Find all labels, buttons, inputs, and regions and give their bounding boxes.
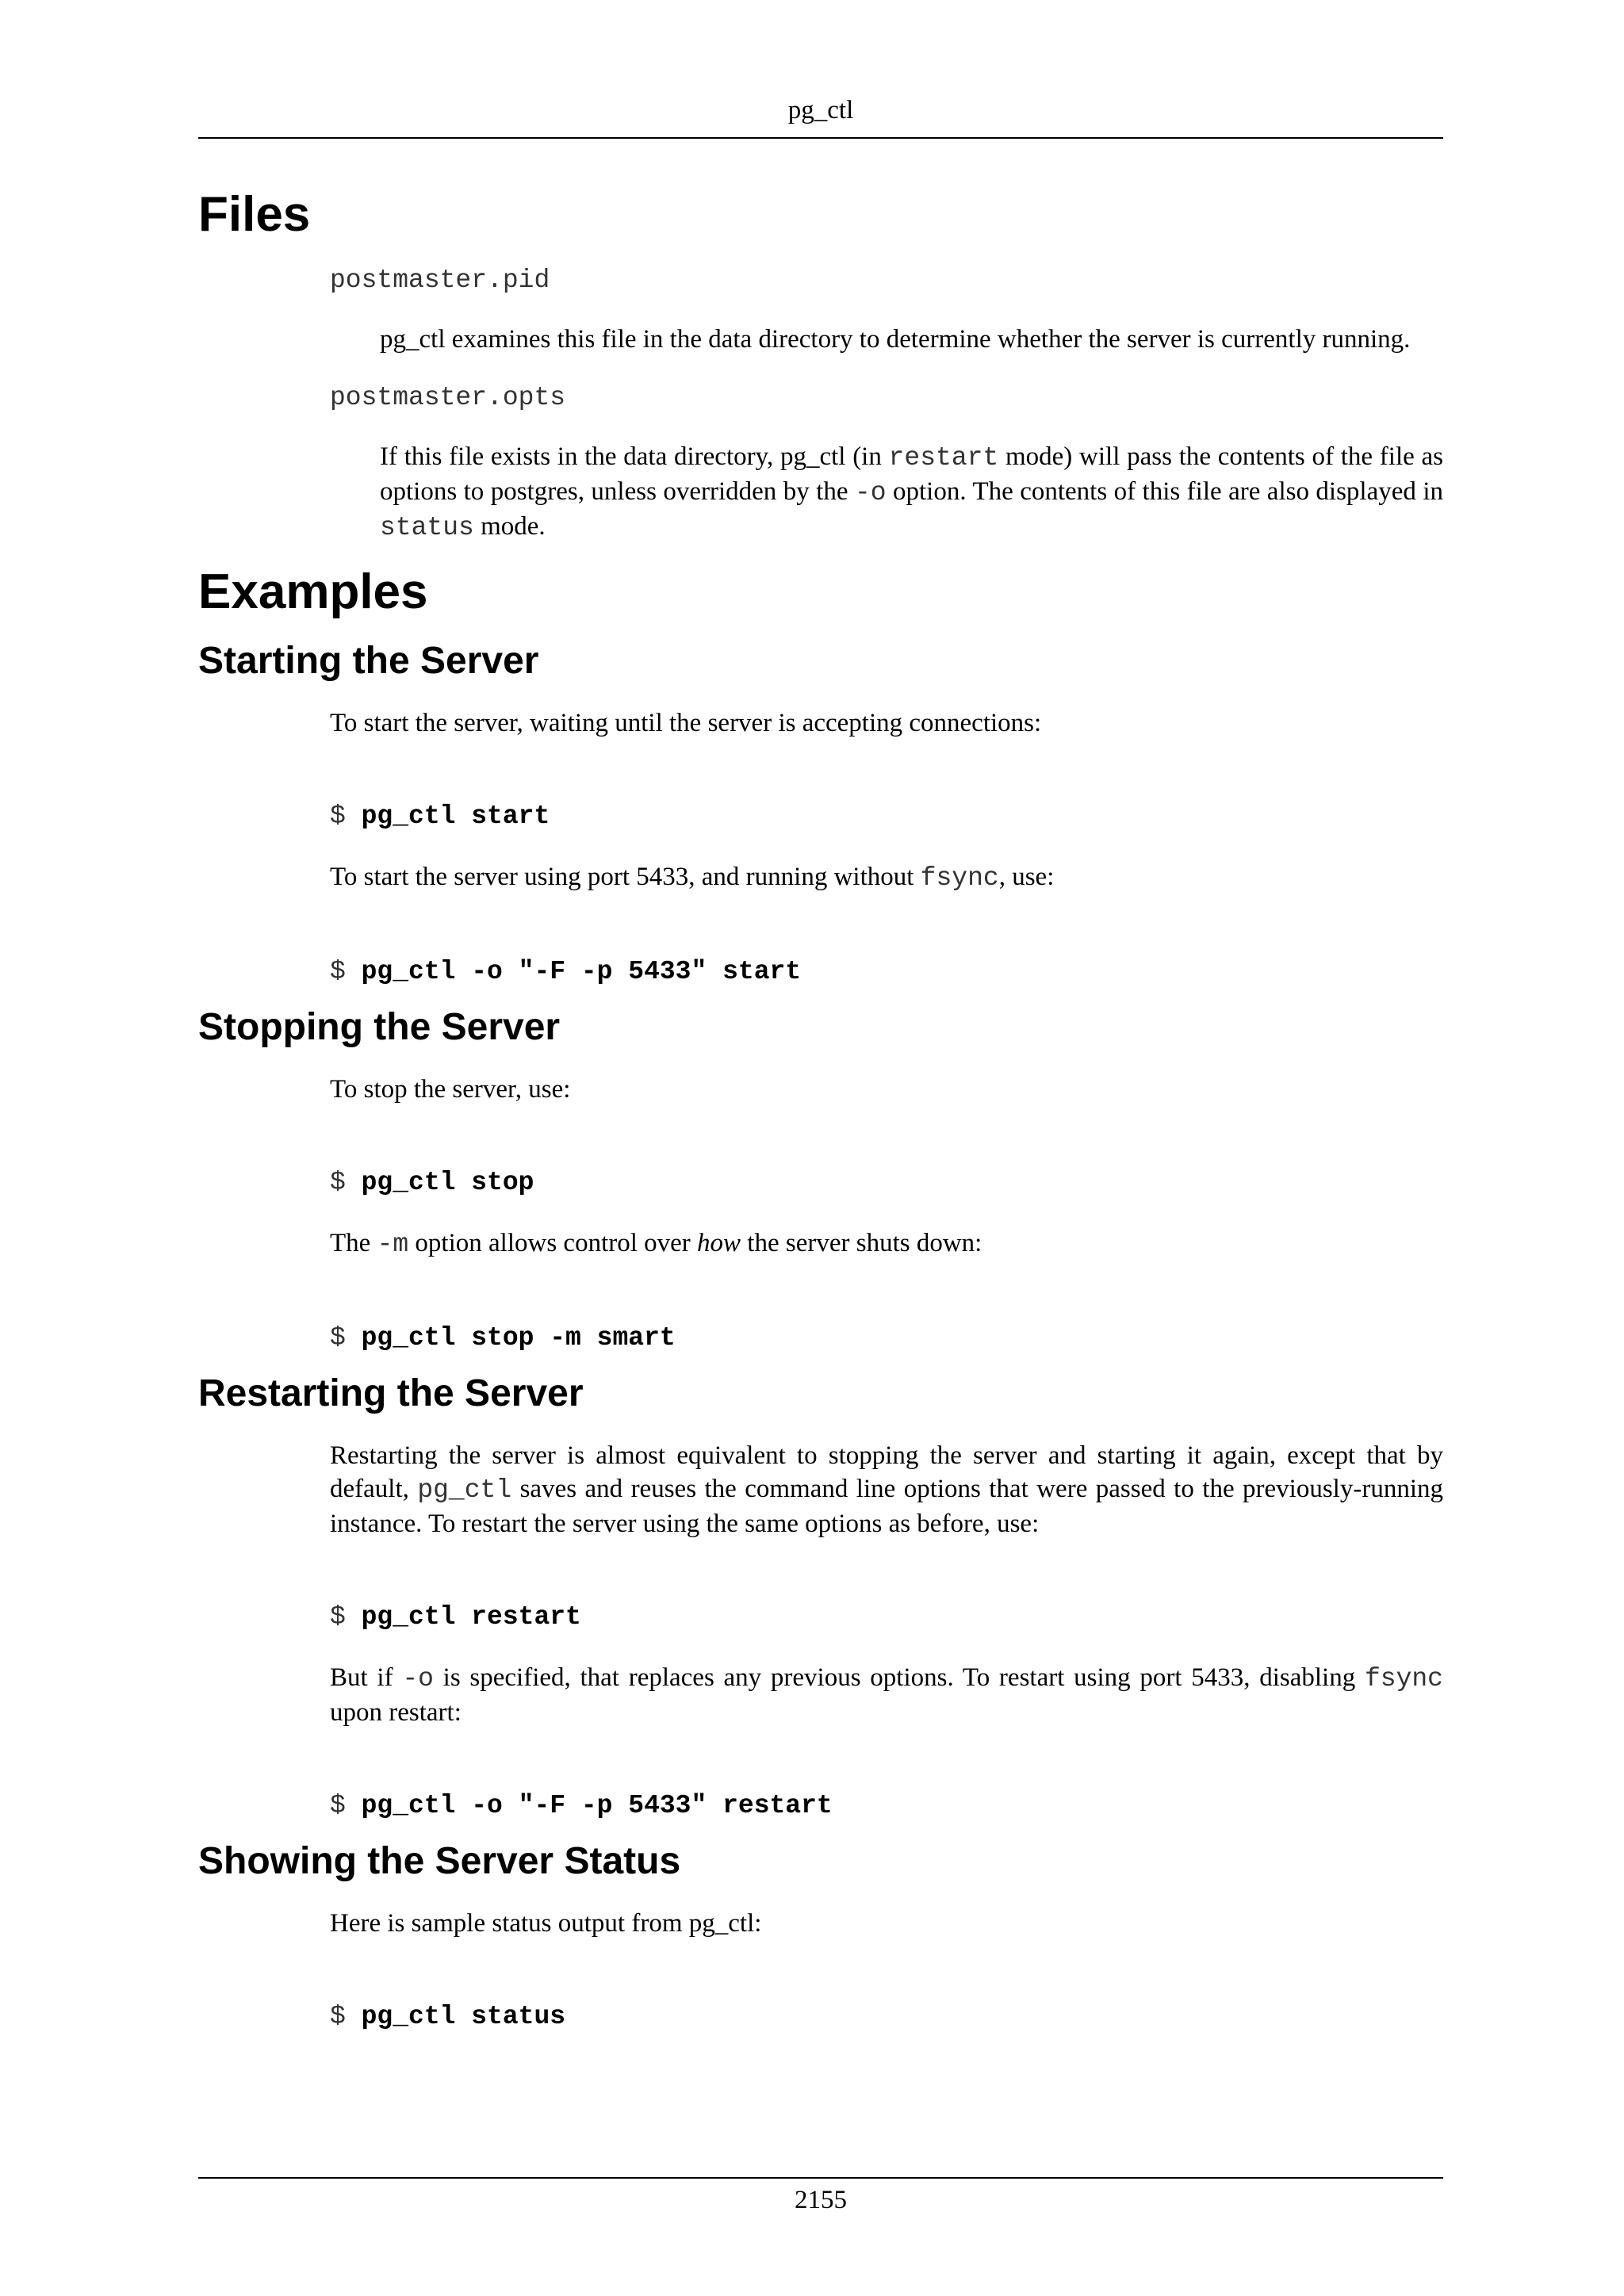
command-restart: $ pg_ctl restart — [330, 1602, 581, 1632]
starting-port-text: To start the server using port 5433, and running without fsync, use: — [330, 863, 1055, 893]
stopping-intro: To stop the server, use: — [330, 1075, 571, 1104]
code-fsync-2: fsync — [1364, 1664, 1443, 1693]
command-stop: $ pg_ctl stop — [330, 1168, 534, 1197]
file-term-postmaster-pid: postmaster.pid — [330, 266, 550, 295]
file-desc-postmaster-opts: If this file exists in the data directory, pg_ctl (in restart mode) will pass the contents of the file as options to postgres, unless overridden by the -o option. The contents of this file are also displayed in status mode. — [380, 442, 1444, 542]
code-option-o: -o — [854, 478, 887, 507]
running-header: pg_ctl — [787, 96, 854, 124]
command-status: $ pg_ctl status — [330, 2002, 566, 2031]
heading-server-status: Showing the Server Status — [198, 1840, 681, 1882]
code-fsync: fsync — [920, 863, 999, 893]
starting-intro: To start the server, waiting until the server is accepting connections: — [330, 709, 1042, 737]
command-stop-smart: $ pg_ctl stop -m smart — [330, 1323, 676, 1353]
code-option-o-2: -o — [402, 1664, 434, 1693]
restarting-options-text: But if -o is specified, that replaces any previous options. To restart using port 5433, disabling fsync upon restart: — [330, 1663, 1443, 1727]
footer-rule — [198, 2177, 1443, 2179]
page-content — [198, 186, 1443, 2034]
heading-examples: Examples — [198, 564, 428, 619]
code-restart: restart — [888, 443, 999, 473]
header-rule — [198, 137, 1443, 139]
heading-stopping-server: Stopping the Server — [198, 1006, 561, 1048]
command-start: $ pg_ctl start — [330, 802, 550, 831]
code-option-m: -m — [377, 1230, 409, 1259]
stopping-mode-text: The -m option allows control over how the server shuts down: — [330, 1229, 982, 1259]
heading-files: Files — [198, 187, 311, 242]
code-status: status — [380, 513, 474, 542]
restarting-intro: Restarting the server is almost equivalent to stopping the server and starting it again, except that by default, pg_ctl saves and reuses the command line options that were passed to the previously-running instance. To restart the server using the same options as before, use: — [330, 1441, 1443, 1538]
heading-starting-server: Starting the Server — [198, 640, 539, 682]
status-intro: Here is sample status output from pg_ctl: — [330, 1909, 762, 1938]
command-restart-port: $ pg_ctl -o "-F -p 5433" restart — [330, 1791, 833, 1820]
command-start-port: $ pg_ctl -o "-F -p 5433" start — [330, 957, 802, 986]
file-term-postmaster-opts: postmaster.opts — [330, 383, 566, 412]
code-pg-ctl: pg_ctl — [417, 1475, 512, 1505]
page-number: 2155 — [795, 2186, 847, 2214]
heading-restarting-server: Restarting the Server — [198, 1372, 584, 1414]
file-desc-postmaster-pid: pg_ctl examines this file in the data directory to determine whether the server is currently running. — [380, 325, 1411, 354]
